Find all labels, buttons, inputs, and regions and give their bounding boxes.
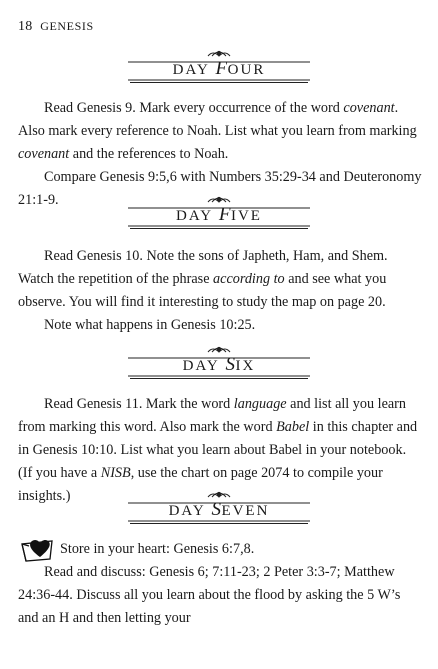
day-five-paragraph-1: Read Genesis 10. Note the sons of Japheth, Ham, and Shem. Watch the repetition of the phrase according to and see what you observe. You will find it interesting to study the map on page 20. [18,248,388,310]
day-ordinal-rest: IVE [230,208,262,224]
day-seven-paragraph-2: Read and discuss: Genesis 6; 7:11-23; 2 Peter 3:3-7; Matthew 24:36-44. Discuss all you learn about the flood by asking the 5 W’s and an H and then letting your [18,564,401,626]
day-label: DAY [182,358,220,374]
store-in-heart-line: Store in your heart: Genesis 6:7,8. [60,541,255,557]
day-four-paragraph-2: Compare Genesis 9:5,6 with Numbers 35:29-34 and Deuteronomy 21:1-9. [18,169,422,208]
day-ordinal-initial: S [225,354,236,375]
day-ordinal-rest: EVEN [221,503,270,519]
day-ordinal-initial: S [211,499,222,520]
heart-icon [20,535,54,563]
day-ordinal-rest: OUR [227,62,266,78]
running-head [18,19,94,35]
page-number: 18 [18,19,33,34]
day-five-heading [100,193,338,231]
day-label: DAY [172,62,210,78]
day-four-heading [100,47,338,85]
day-label: DAY [176,208,214,224]
day-ordinal-initial: F [215,58,228,79]
day-six-heading [100,343,338,381]
day-four-paragraph-1: Read Genesis 9. Mark every occurrence of the word covenant. Also mark every reference to Noah. List what you learn from marking covenant and the references to Noah. [18,100,417,162]
day-six-paragraph-1: Read Genesis 11. Mark the word language and list all you learn from marking this word. Also mark the word Babel in this chapter and in Genesis 10:10. List what you learn about Babel in your notebook. (If you have a NISB, use the chart on page 2074 to compile your insights.) [18,396,418,504]
day-ordinal-initial: F [218,204,231,225]
day-label: DAY [168,503,206,519]
day-five-paragraph-2: Note what happens in Genesis 10:25. [44,317,256,333]
day-ordinal-rest: IX [235,358,256,374]
book-title: GENESIS [40,19,94,33]
day-seven-heading [100,488,338,526]
